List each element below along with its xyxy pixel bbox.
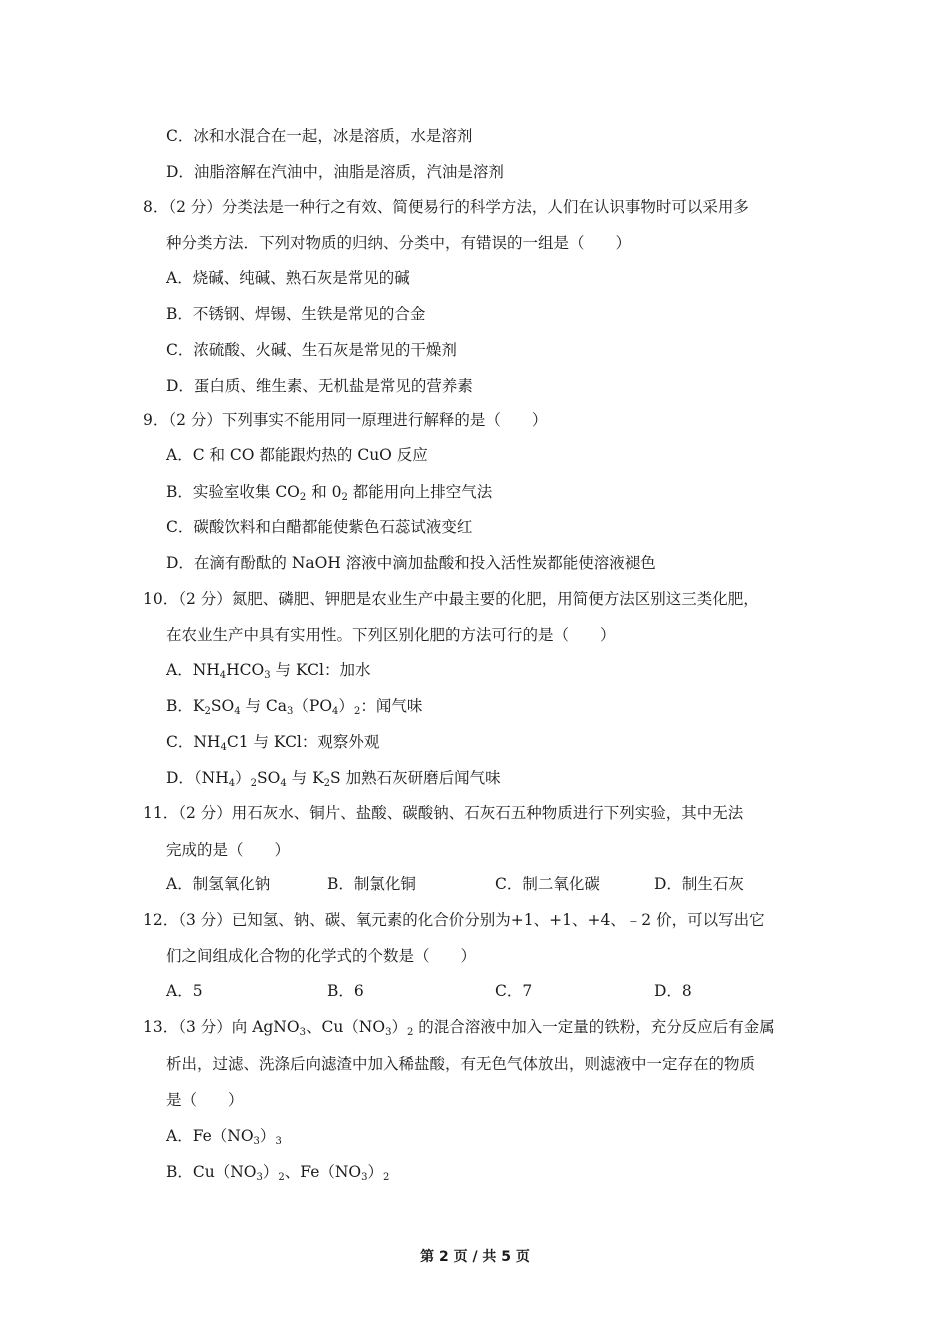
q12-option-b: B．6 <box>327 982 364 1000</box>
q9-option-b: B．实验室收集 $CO_2$ 和 $0_2$ 都能用向上排空气法 <box>166 483 493 503</box>
page-footer: 第 2 页 / 共 5 页 <box>420 1249 530 1265</box>
q9-option-c: C．碳酸饮料和白醋都能使紫色石蕊试液变红 <box>166 518 473 536</box>
q13-option-a: A．$Fe(NO_3)_3$ <box>166 1127 282 1147</box>
q13-stem-line3: 是（ ） <box>166 1091 244 1109</box>
q8-stem-line2: 种分类方法．下列对物质的归纳、分类中，有错误的一组是（ ） <box>166 234 632 252</box>
q12-stem-line1: 12．（3 分）已知氢、钠、碳、氧元素的化合价分别为+1、+1、+4、﹣2 价，可以写出它 <box>143 911 765 929</box>
q8-option-c: C．浓硫酸、火碱、生石灰是常见的干燥剂 <box>166 341 457 359</box>
q12-option-d: D．8 <box>654 982 692 1000</box>
q13-option-b: B．$Cu(NO_3)_2$、$Fe(NO_3)_2$ <box>166 1163 390 1183</box>
q11-option-c: C．制二氧化碳 <box>495 875 600 893</box>
q7-option-c: C．冰和水混合在一起，冰是溶质，水是溶剂 <box>166 127 473 145</box>
q11-stem-line2: 完成的是（ ） <box>166 841 291 859</box>
q7-option-d: D．油脂溶解在汽油中，油脂是溶质，汽油是溶剂 <box>166 163 504 181</box>
q11-stem-line1: 11．（2 分）用石灰水、铜片、盐酸、碳酸钠、石灰石五种物质进行下列实验，其中无法 <box>143 804 744 822</box>
q10-option-b: B．$K_2SO_4$ 与 $Ca_3(PO_4)_2$：闻气味 <box>166 697 423 717</box>
q10-option-a: A．$NH_4HCO_3$ 与 KCl：加水 <box>166 661 371 681</box>
q12-option-a: A．5 <box>166 982 203 1000</box>
q10-stem-line1: 10．（2 分）氮肥、磷肥、钾肥是农业生产中最主要的化肥，用简便方法区别这三类化肥， <box>143 590 759 608</box>
q13-stem-line2: 析出，过滤、洗涤后向滤渣中加入稀盐酸，有无色气体放出，则滤液中一定存在的物质 <box>166 1055 756 1073</box>
q11-option-d: D．制生石灰 <box>654 875 744 893</box>
q13-stem-line1: 13．（3 分）向 AgNO$_3$、$Cu(NO_3)_2$ 的混合溶液中加入一定量的铁粉，充分反应后有金属 <box>143 1018 775 1038</box>
q9-option-d: D．在滴有酚酞的 NaOH 溶液中滴加盐酸和投入活性炭都能使溶液褪色 <box>166 554 656 572</box>
q8-stem-line1: 8．（2 分）分类法是一种行之有效、简便易行的科学方法，人们在认识事物时可以采用多 <box>143 198 749 216</box>
q10-stem-line2: 在农业生产中具有实用性。下列区别化肥的方法可行的是（ ） <box>166 626 616 644</box>
q9-option-a: A．C 和 CO 都能跟灼热的 CuO 反应 <box>166 446 428 464</box>
q11-option-b: B．制氯化铜 <box>327 875 416 893</box>
q9-stem: 9．（2 分）下列事实不能用同一原理进行解释的是（ ） <box>143 411 548 429</box>
q8-option-a: A．烧碱、纯碱、熟石灰是常见的碱 <box>166 269 410 287</box>
q12-stem-line2: 们之间组成化合物的化学式的个数是（ ） <box>166 947 477 965</box>
q12-option-c: C．7 <box>495 982 533 1000</box>
q10-option-c: C．$NH_4C1$ 与 KCl：观察外观 <box>166 733 380 753</box>
q10-option-d: D．$(NH_4)_2SO_4$ 与 $K_2S$ 加熟石灰研磨后闻气味 <box>166 769 501 789</box>
q8-option-d: D．蛋白质、维生素、无机盐是常见的营养素 <box>166 377 473 395</box>
q8-option-b: B．不锈钢、焊锡、生铁是常见的合金 <box>166 305 426 323</box>
q11-option-a: A．制氢氧化钠 <box>166 875 271 893</box>
